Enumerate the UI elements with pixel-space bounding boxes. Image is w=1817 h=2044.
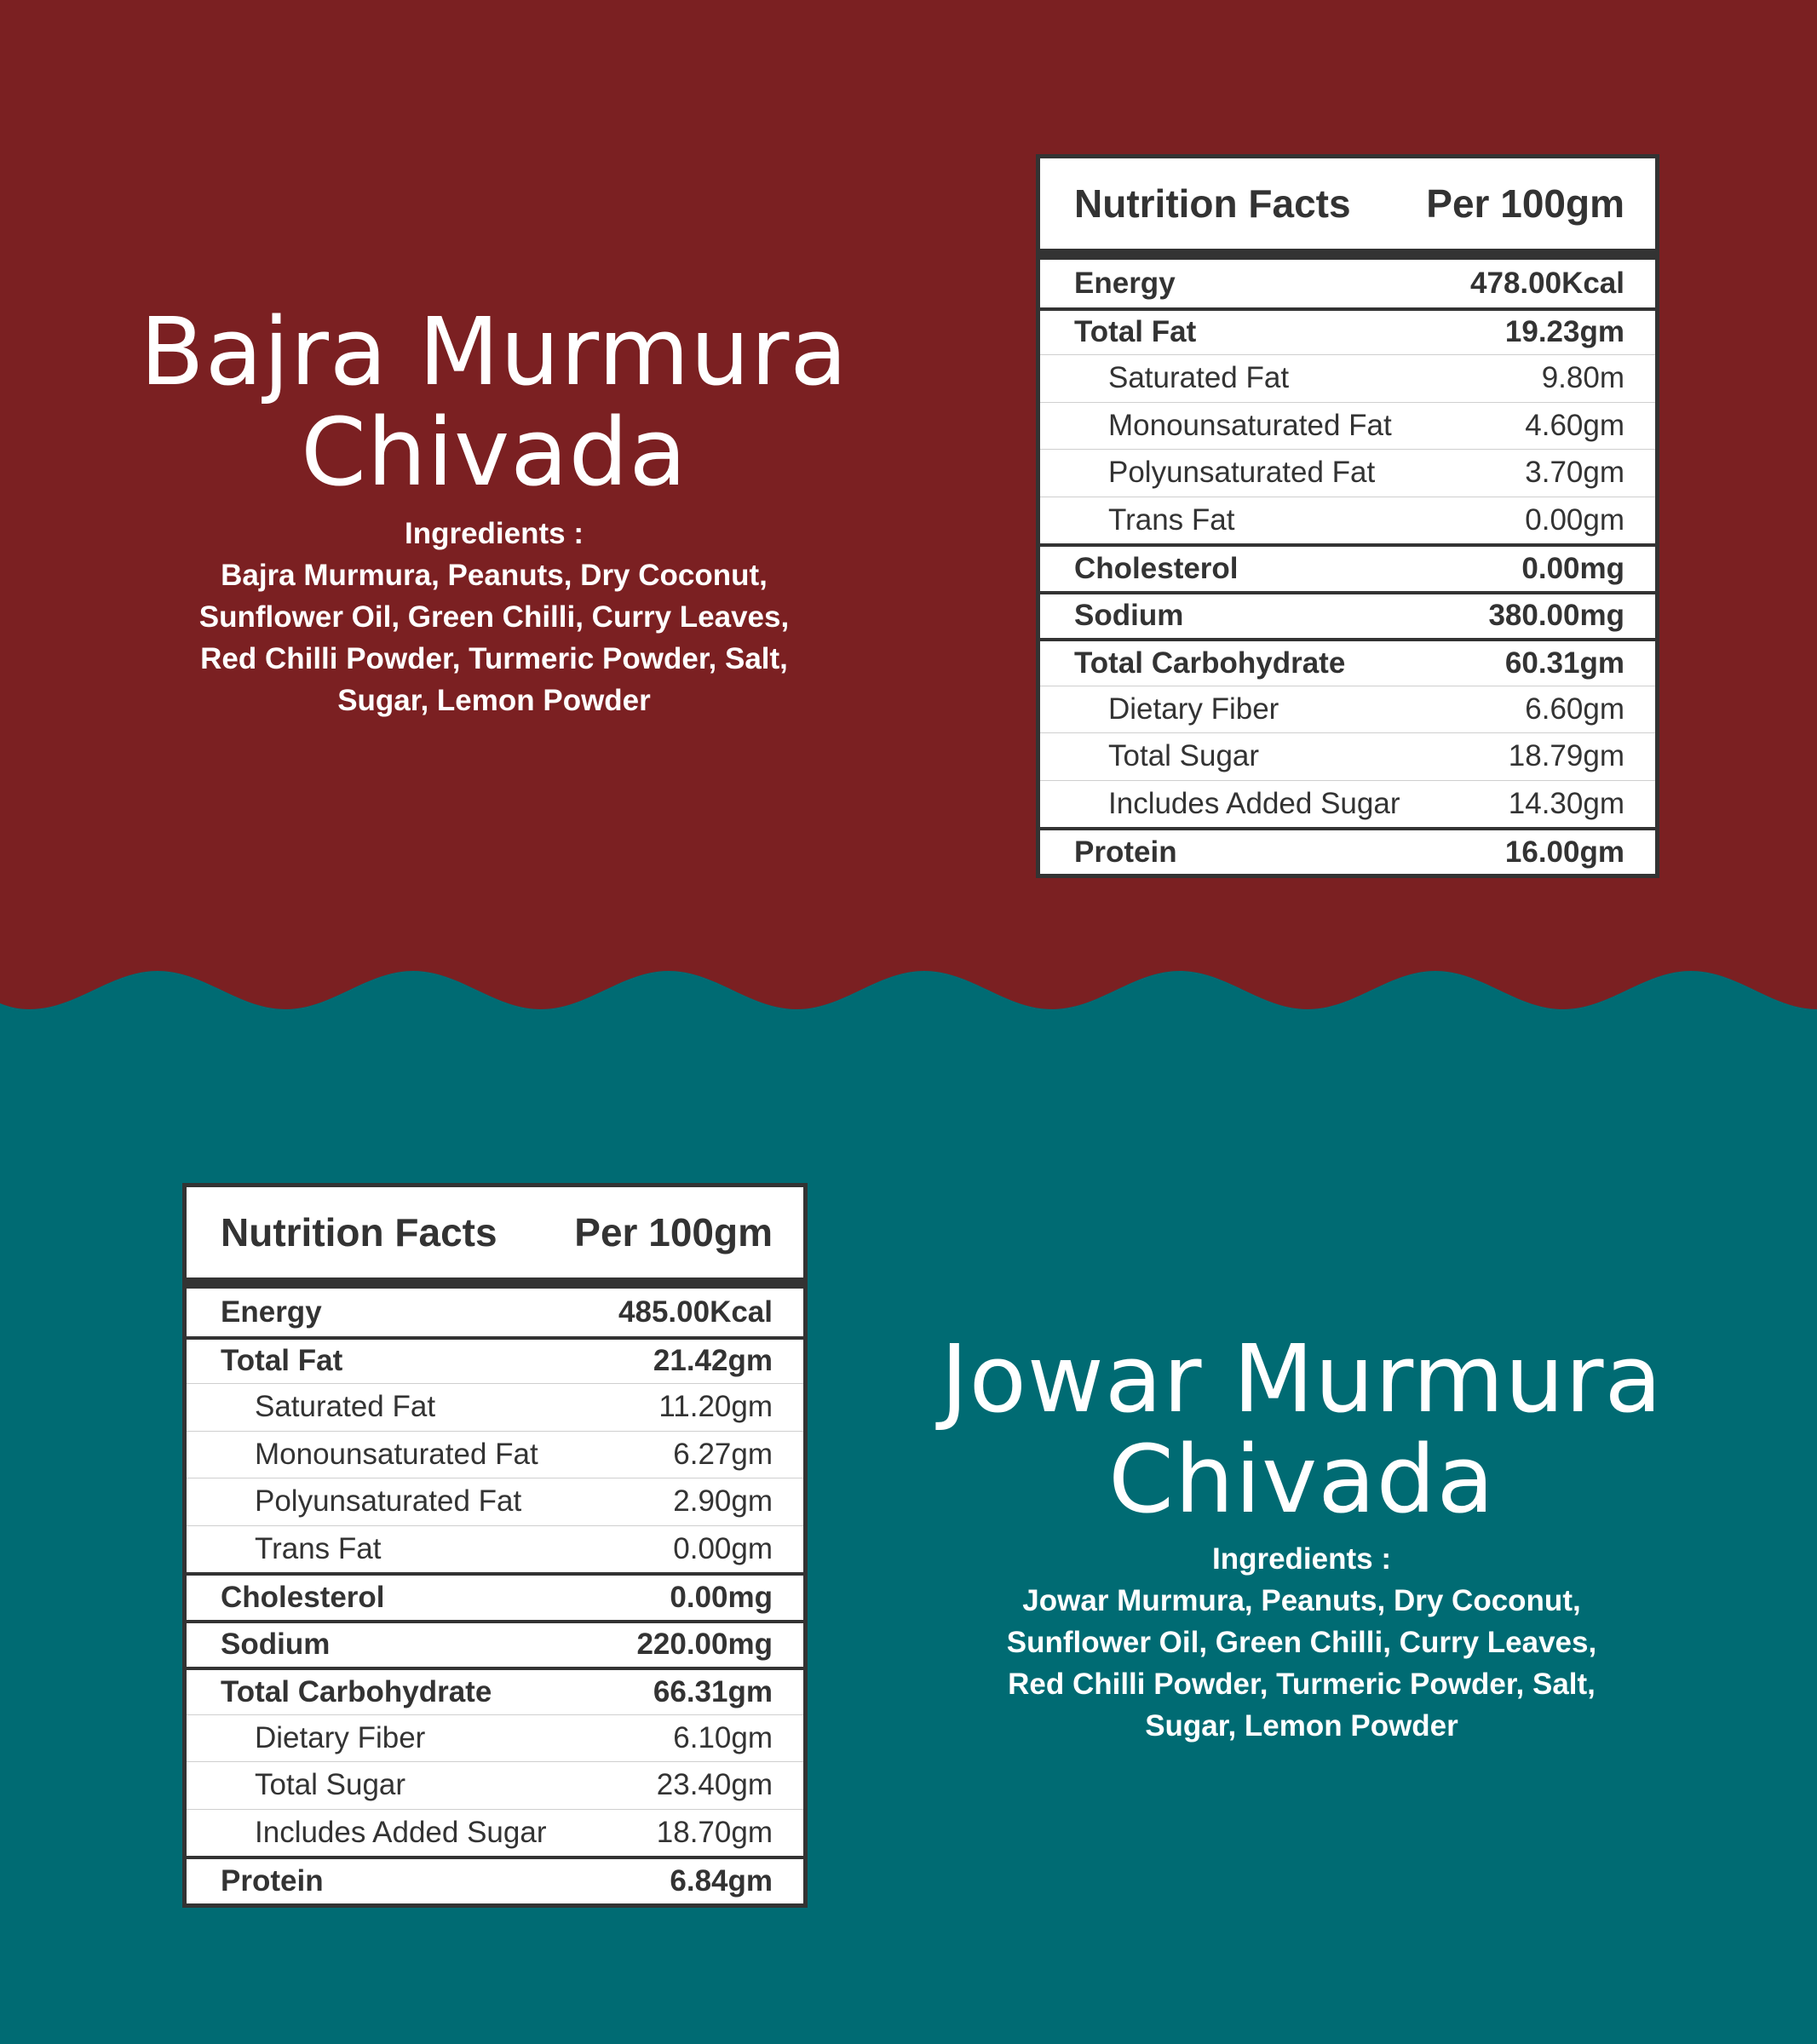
- bajra-ingredients-line: Bajra Murmura, Peanuts, Dry Coconut,: [221, 559, 768, 592]
- bajra-ingredients-line: Sugar, Lemon Powder: [337, 684, 651, 717]
- nutrient-value: 2.90gm: [673, 1484, 773, 1519]
- nutrient-value: 6.60gm: [1525, 692, 1624, 726]
- nutrient-label: Polyunsaturated Fat: [1108, 456, 1376, 490]
- bajra-ingredients-line: Sunflower Oil, Green Chilli, Curry Leaves,: [198, 600, 790, 634]
- nutrition-row: [187, 1478, 803, 1525]
- nutrient-label: Energy: [1074, 266, 1176, 300]
- bajra-title-line1: Bajra Murmura: [140, 297, 848, 406]
- jowar-nutrition-facts-table: [182, 1183, 808, 1908]
- nutrition-row: [1040, 402, 1655, 450]
- nutrient-value: 14.30gm: [1508, 786, 1624, 820]
- nutrient-label: Sodium: [1074, 599, 1184, 633]
- nutrition-row: [187, 1809, 803, 1857]
- nutrient-label: Total Carbohydrate: [1074, 646, 1346, 680]
- nutrient-value: 21.42gm: [653, 1344, 773, 1378]
- bajra-title-line2: Chivada: [301, 398, 687, 507]
- jowar-ingredients-line: Sugar, Lemon Powder: [1145, 1709, 1458, 1743]
- nutrient-value: 11.20gm: [658, 1390, 773, 1424]
- nutrient-label: Dietary Fiber: [255, 1720, 426, 1754]
- nutrient-label: Cholesterol: [1074, 551, 1239, 585]
- nutrition-row: [187, 1289, 803, 1336]
- bajra-product-title: [111, 297, 877, 507]
- nutrient-value: 6.27gm: [673, 1437, 773, 1471]
- nutrient-value: 220.00mg: [636, 1628, 773, 1662]
- nutrient-label: Protein: [221, 1863, 324, 1898]
- nutrient-label: Polyunsaturated Fat: [255, 1484, 522, 1519]
- nutrition-row: [187, 1431, 803, 1478]
- nutrient-label: Dietary Fiber: [1108, 692, 1279, 726]
- nutrition-row: [187, 1761, 803, 1809]
- nutrient-value: 485.00Kcal: [618, 1295, 773, 1329]
- nutrition-row: [1040, 354, 1655, 402]
- nutrition-row: [1040, 307, 1655, 355]
- bajra-ingredients-heading: Ingredients :: [404, 517, 584, 550]
- bajra-ingredients-line: Red Chilli Powder, Turmeric Powder, Salt,: [200, 642, 788, 675]
- nutrient-label: Saturated Fat: [1108, 361, 1290, 395]
- jowar-title-line1: Jowar Murmura: [940, 1324, 1663, 1433]
- jowar-ingredients: [918, 1538, 1685, 1747]
- nutrition-row: [187, 1667, 803, 1714]
- nutrition-row: [187, 1336, 803, 1384]
- nutrition-row: [1040, 449, 1655, 497]
- nutrient-value: 0.00gm: [673, 1531, 773, 1565]
- nutrient-label: Protein: [1074, 835, 1177, 869]
- nutrition-row: [1040, 780, 1655, 828]
- nutrition-row: [187, 1383, 803, 1431]
- nutrition-row: [187, 1525, 803, 1573]
- nutrient-label: Total Sugar: [255, 1768, 406, 1802]
- nutrient-value: 9.80m: [1541, 361, 1624, 395]
- nutrient-label: Monounsaturated Fat: [1108, 408, 1392, 442]
- nutrition-row: [1040, 543, 1655, 591]
- nutrient-value: 18.70gm: [656, 1815, 773, 1849]
- nutrient-value: 18.79gm: [1508, 739, 1624, 773]
- nutrition-row: [187, 1620, 803, 1668]
- nutrient-value: 478.00Kcal: [1470, 266, 1624, 300]
- nutrition-row: [1040, 497, 1655, 544]
- nutrient-label: Monounsaturated Fat: [255, 1437, 538, 1471]
- nutrition-row: [1040, 638, 1655, 686]
- nutrient-label: Sodium: [221, 1628, 331, 1662]
- jowar-ingredients-line: Red Chilli Powder, Turmeric Powder, Salt,: [1008, 1668, 1596, 1701]
- nutrition-row: [1040, 260, 1655, 307]
- nutrient-label: Total Sugar: [1108, 739, 1260, 773]
- nutrient-value: 0.00mg: [670, 1580, 773, 1614]
- nutrient-value: 3.70gm: [1525, 456, 1624, 490]
- nutrient-label: Trans Fat: [1108, 502, 1235, 537]
- nutrition-facts-title: Nutrition Facts: [1074, 181, 1351, 226]
- jowar-ingredients-heading: Ingredients :: [1211, 1542, 1392, 1576]
- nutrition-facts-header: [187, 1187, 803, 1289]
- nutrition-row: [187, 1714, 803, 1762]
- bajra-ingredients: [111, 513, 877, 721]
- nutrient-label: Includes Added Sugar: [255, 1815, 547, 1849]
- nutrient-label: Saturated Fat: [255, 1390, 436, 1424]
- nutrition-rows: [187, 1289, 803, 1903]
- nutrient-value: 16.00gm: [1504, 835, 1624, 869]
- nutrition-row: [1040, 732, 1655, 780]
- nutrition-facts-per: Per 100gm: [574, 1210, 773, 1255]
- nutrient-value: 0.00gm: [1525, 502, 1624, 537]
- nutrient-value: 380.00mg: [1488, 599, 1624, 633]
- nutrition-facts-header: [1040, 158, 1655, 260]
- jowar-title-line2: Chivada: [1108, 1425, 1495, 1534]
- nutrition-row: [1040, 591, 1655, 639]
- nutrient-value: 6.84gm: [670, 1863, 773, 1898]
- nutrient-value: 66.31gm: [653, 1674, 773, 1708]
- nutrient-value: 19.23gm: [1504, 315, 1624, 349]
- nutrition-facts-per: Per 100gm: [1426, 181, 1624, 226]
- nutrition-row: [1040, 827, 1655, 875]
- jowar-ingredients-line: Sunflower Oil, Green Chilli, Curry Leaves,: [1006, 1626, 1597, 1659]
- nutrient-label: Total Fat: [221, 1344, 343, 1378]
- nutrient-value: 6.10gm: [673, 1720, 773, 1754]
- nutrition-rows: [1040, 260, 1655, 875]
- nutrient-label: Cholesterol: [221, 1580, 385, 1614]
- nutrition-row: [187, 1856, 803, 1903]
- nutrient-value: 23.40gm: [656, 1768, 773, 1802]
- nutrient-label: Energy: [221, 1295, 322, 1329]
- nutrition-row: [187, 1572, 803, 1620]
- jowar-product-title: [918, 1324, 1685, 1534]
- nutrient-value: 60.31gm: [1504, 646, 1624, 680]
- nutrient-label: Trans Fat: [255, 1531, 382, 1565]
- nutrient-value: 4.60gm: [1525, 408, 1624, 442]
- nutrient-label: Includes Added Sugar: [1108, 786, 1400, 820]
- nutrition-row: [1040, 686, 1655, 733]
- bajra-nutrition-facts-table: [1036, 154, 1659, 878]
- nutrient-value: 0.00mg: [1521, 551, 1624, 585]
- nutrition-facts-title: Nutrition Facts: [221, 1210, 497, 1255]
- nutrient-label: Total Carbohydrate: [221, 1674, 492, 1708]
- nutrient-label: Total Fat: [1074, 315, 1197, 349]
- jowar-ingredients-line: Jowar Murmura, Peanuts, Dry Coconut,: [1022, 1584, 1581, 1617]
